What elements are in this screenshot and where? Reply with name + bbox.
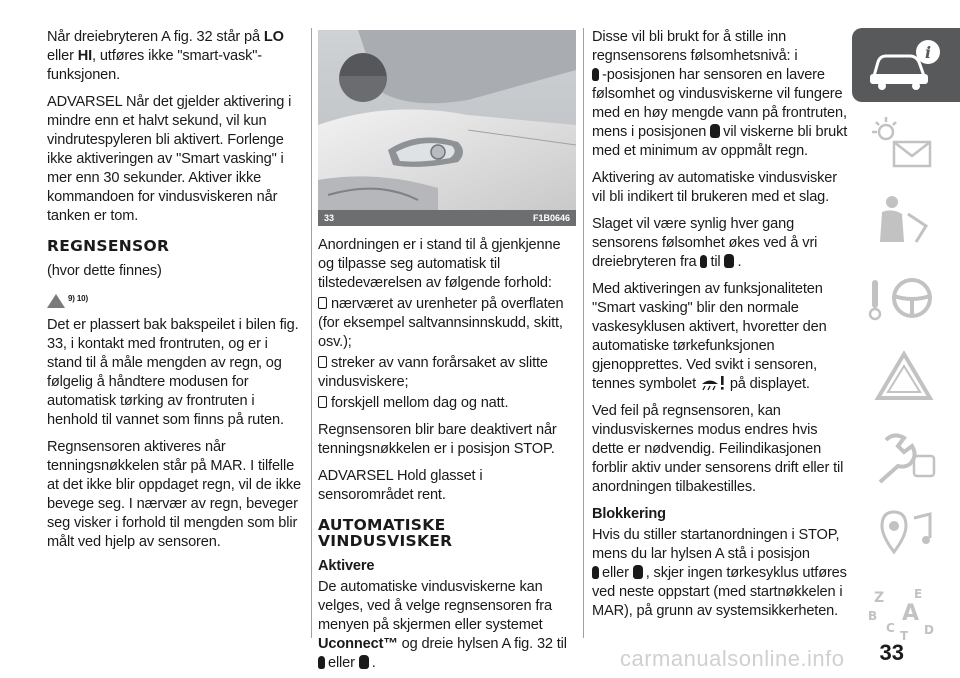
paragraph-warning-clean: ADVARSEL Hold glasset i sensorområdet rent. — [318, 468, 483, 503]
tab-multimedia[interactable] — [852, 496, 960, 570]
svg-text:T: T — [900, 629, 909, 640]
text-hi: HI — [77, 48, 93, 64]
drop-small-icon — [592, 566, 599, 579]
paragraph-stroke — [592, 215, 850, 272]
drop-large-icon — [724, 254, 734, 268]
maintenance-wrench-icon — [864, 426, 944, 484]
reference-numbers: 9) 10) — [68, 294, 88, 303]
car-info-icon — [864, 36, 944, 94]
seatbelt-safety-icon — [864, 192, 944, 250]
drop-large-icon — [359, 655, 369, 669]
column-right — [592, 28, 850, 629]
rain-sensor-fault-icon — [700, 375, 726, 391]
paragraph-blocking — [592, 526, 850, 621]
tab-starting-driving[interactable] — [852, 262, 960, 336]
paragraph-availability: (hvor dette finnes) — [47, 263, 162, 279]
column-middle — [318, 236, 576, 678]
text: Med aktiveringen av funksjonaliteten "Smart vasking" blir den normale vaskesyklusen aktivert, hvoretter den automatiske tørkefunksjonen gjenopprettes. Ved svikt i sensoren, tennes symbolet — [592, 281, 827, 392]
drop-large-icon — [710, 124, 720, 138]
heading-regnsensor: REGNSENSOR — [47, 237, 170, 255]
watermark: carmanualsonline.info — [620, 646, 845, 671]
list-item-text: nærværet av urenheter på overflaten (for eksempel saltvannsinnskudd, skitt, osv.); — [318, 296, 564, 350]
list-item — [318, 295, 576, 352]
column-divider — [311, 28, 312, 638]
list-item — [318, 354, 576, 392]
car-front-photo — [318, 30, 576, 210]
list-item-text: streker av vann forårsaket av slitte vindusviskere; — [318, 355, 548, 390]
column-left — [47, 28, 305, 560]
paragraph-warning: ADVARSEL Når det gjelder aktivering i mindre enn et halvt sekund, vil kun vindrutespyleren bli aktivert. Forlenge ikke aktiveringen av "Smart vasking" i mer enn 30 sekunder. Aktiver ikke kommandoen for vindusviskeren når tanken er tom. — [47, 94, 292, 224]
tab-emergency[interactable] — [852, 340, 960, 414]
warning-references — [47, 289, 305, 312]
svg-text:A: A — [902, 601, 920, 626]
tab-lights-messages[interactable] — [852, 106, 960, 180]
text: eller — [47, 48, 74, 64]
text: . — [371, 655, 376, 671]
svg-text:Z: Z — [874, 590, 885, 606]
chapter-sidebar — [852, 28, 960, 638]
text: Når dreiebryteren A fig. 32 står på — [47, 29, 260, 45]
subheading-blocking: Blokkering — [592, 506, 666, 522]
figure-33-photo — [318, 30, 576, 210]
svg-text:B: B — [868, 609, 878, 623]
list-item-text: forskjell mellom dag og natt. — [331, 395, 509, 411]
paragraph-smart-wash — [47, 28, 305, 85]
subheading-activate: Aktivere — [318, 558, 375, 574]
text: til — [710, 254, 721, 270]
bullet-box-icon — [318, 356, 327, 368]
text: og dreie hylsen A fig. 32 til — [401, 636, 567, 652]
paragraph-sensor-activation: Regnsensoren aktiveres når tenningsnøkkelen står på MAR. I tilfelle at det ikke blir oppdaget regn, vil de ikke bevege seg. I nærvær av regn, beveger seg visker i forhold til mengden som blir målt ved hjelp av sensoren. — [47, 439, 301, 550]
text: , skjer ingen tørkesyklus utføres ved neste oppstart (med startnøkkelen i MAR), på grunn av systemsikkerheten. — [592, 565, 847, 619]
svg-text:i: i — [924, 43, 932, 62]
multimedia-icon — [864, 504, 944, 562]
text: . — [737, 254, 742, 270]
figure-number: 33 — [324, 213, 335, 223]
paragraph-smart-wash-active — [592, 280, 850, 394]
text: -posisjonen har sensoren en lavere følsomhet og vindusviskerne vil fungere med en høy mengde vann på frontruten, mens i posisjonen — [592, 67, 847, 140]
heading-automatic-wipers: AUTOMATISKE VINDUSVISKER — [318, 516, 453, 550]
warning-triangle-tab-icon — [864, 348, 944, 406]
paragraph-sensor-location: Det er plassert bak bakspeilet i bilen fig. 33, i kontakt med frontruten, og er i stand til å måle mengden av regn, og følgelig å håndtere modusen for automatisk tørking av frontruten i henhold til vannet som finns på ruten. — [47, 317, 299, 428]
text: Hvis du stiller startanordningen i STOP, mens du lar hylsen A stå i posisjon — [592, 527, 840, 562]
tab-car-info[interactable] — [852, 28, 960, 102]
paragraph-sensitivity — [592, 28, 850, 161]
paragraph-indication: Aktivering av automatiske vindusvisker vil bli indikert til brukeren med et slag. — [592, 170, 837, 205]
steering-wheel-icon — [864, 270, 944, 328]
figure-caption-bar — [318, 210, 576, 226]
drop-large-icon — [633, 565, 643, 579]
text: Disse vil bli brukt for å stille inn regnsensorens følsomhetsnivå: i — [592, 29, 798, 64]
bullet-box-icon — [318, 396, 327, 408]
drop-small-icon — [700, 255, 707, 268]
text: De automatiske vindusviskerne kan velges, ved å velge regnsensoren fra menyen på skjermen eller systemet — [318, 579, 552, 633]
paragraph-deactivation: Regnsensoren blir bare deaktivert når tenningsnøkkelen er i posisjon STOP. — [318, 422, 557, 457]
bullet-box-icon — [318, 297, 327, 309]
text: vil viskerne bli brukt med et minimum av oppmålt regn. — [592, 124, 848, 159]
text: , utføres ikke "smart-vask"- funksjonen. — [47, 48, 262, 83]
alphabetical-index-icon — [864, 582, 944, 640]
figure-code: F1B0646 — [532, 213, 570, 223]
text: eller — [602, 565, 629, 581]
tab-maintenance[interactable] — [852, 418, 960, 492]
drop-small-icon — [592, 68, 599, 81]
text: på displayet. — [729, 376, 810, 392]
warning-triangle-icon — [47, 294, 65, 308]
tab-index[interactable] — [852, 574, 960, 648]
text-uconnect: Uconnect™ — [318, 636, 398, 652]
svg-text:D: D — [924, 623, 934, 637]
paragraph-conditions-intro: Anordningen er i stand til å gjenkjenne og tilpasse seg automatisk til tilstedeværelsen av følgende forhold: — [318, 237, 561, 291]
svg-text:E: E — [914, 587, 923, 601]
paragraph-activate — [318, 578, 576, 673]
paragraph-fault: Ved feil på regnsensoren, kan vindusviskernes modus endres hvis dette er nødvendig. Feilindikasjonen forblir aktiv under sensorens drift eller til anordningen tilbakestilles. — [592, 403, 844, 495]
list-item — [318, 394, 576, 413]
text: Slaget vil være synlig hver gang sensorens følsomhet økes ved å vri dreiebryteren fra — [592, 216, 818, 270]
page-number: 33 — [879, 640, 904, 665]
drop-small-icon — [318, 656, 325, 669]
text-lo: LO — [263, 29, 284, 45]
tab-safety[interactable] — [852, 184, 960, 258]
column-divider — [583, 28, 584, 638]
text: eller — [328, 655, 355, 671]
svg-text:C: C — [886, 621, 895, 635]
lights-messages-icon — [864, 114, 944, 172]
